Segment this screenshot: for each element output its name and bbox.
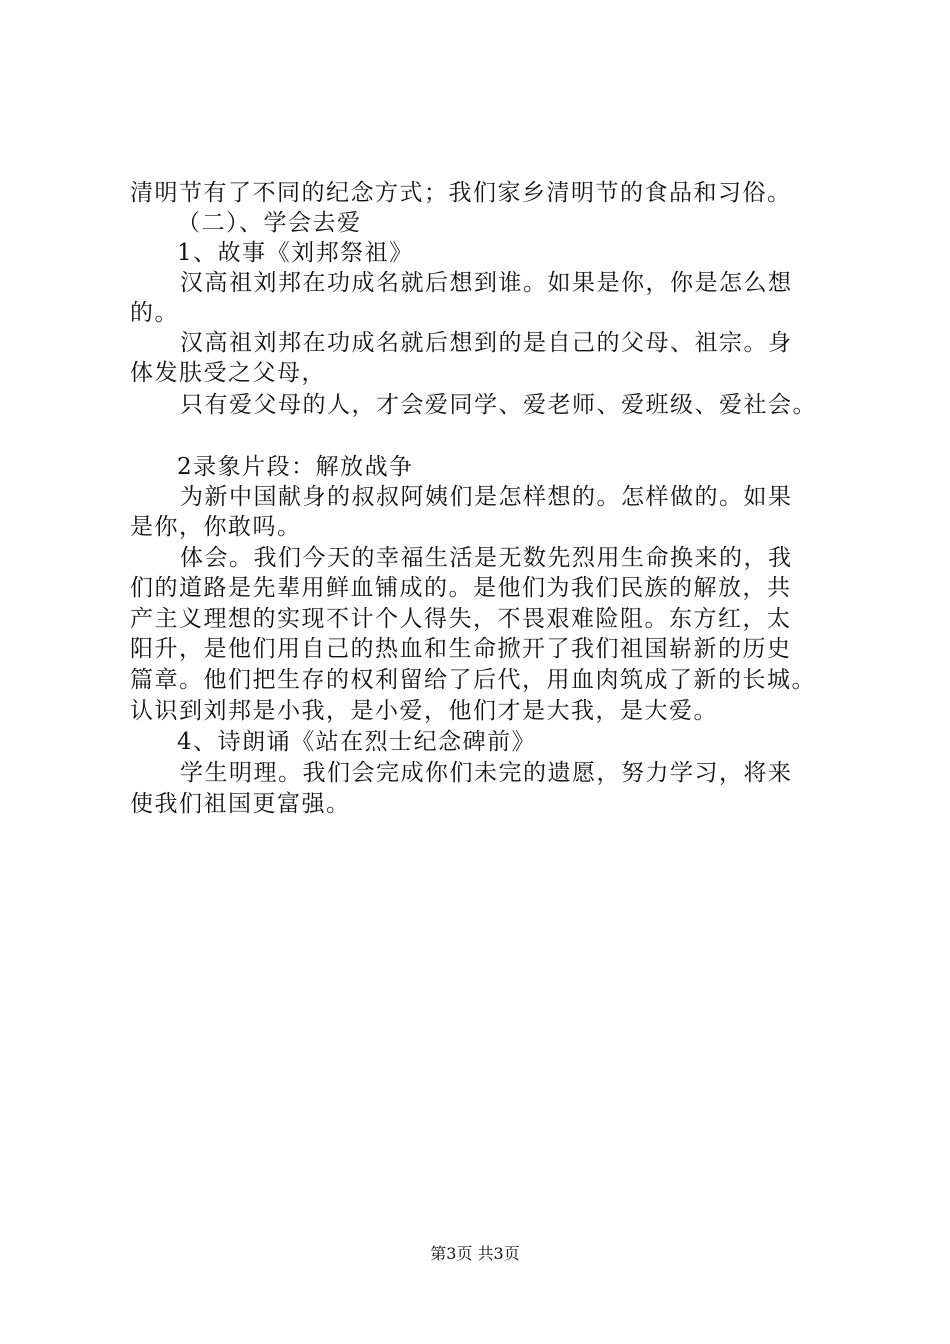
paragraph-line: 汉高祖刘邦在功成名就后想到谁。如果是你，你是怎么想 [180, 270, 793, 296]
subsection-heading: 2录象片段：解放战争 [177, 454, 414, 480]
paragraph-line: 体会。我们今天的幸福生活是无数先烈用生命换来的，我 [180, 545, 793, 571]
paragraph-line: 阳升，是他们用自己的热血和生命掀开了我们祖国崭新的历史 [130, 636, 792, 662]
paragraph-line: 们的道路是先辈用鲜血铺成的。是他们为我们民族的解放，共 [130, 575, 792, 601]
subsection-heading: 4、诗朗诵《站在烈士纪念碑前》 [177, 729, 537, 755]
section-heading: （二）、学会去爱 [177, 210, 362, 236]
paragraph-line: 体发肤受之父母， [130, 360, 326, 386]
paragraph-line: 的。 [130, 300, 179, 326]
paragraph-line: 清明节有了不同的纪念方式；我们家乡清明节的食品和习俗。 [130, 180, 792, 206]
paragraph-line: 产主义理想的实现不计个人得失，不畏艰难险阻。东方红，太 [130, 606, 792, 632]
subsection-heading: 1、故事《刘邦祭祖》 [177, 240, 414, 266]
page-footer: 第3页 共3页 [430, 1244, 520, 1263]
paragraph-line: 汉高祖刘邦在功成名就后想到的是自己的父母、祖宗。身 [180, 330, 793, 356]
paragraph-line: 为新中国献身的叔叔阿姨们是怎样想的。怎样做的。如果 [180, 484, 793, 510]
paragraph-line: 只有爱父母的人，才会爱同学、爱老师、爱班级、爱社会。 [180, 392, 817, 418]
paragraph-line: 是你，你敢吗。 [130, 514, 302, 540]
paragraph-line: 认识到刘邦是小我，是小爱，他们才是大我，是大爱。 [130, 698, 718, 724]
paragraph-line: 学生明理。我们会完成你们未完的遗愿，努力学习，将来 [180, 760, 793, 786]
paragraph-line: 篇章。他们把生存的权利留给了后代，用血肉筑成了新的长城。 [130, 667, 816, 693]
paragraph-line: 使我们祖国更富强。 [130, 791, 351, 817]
